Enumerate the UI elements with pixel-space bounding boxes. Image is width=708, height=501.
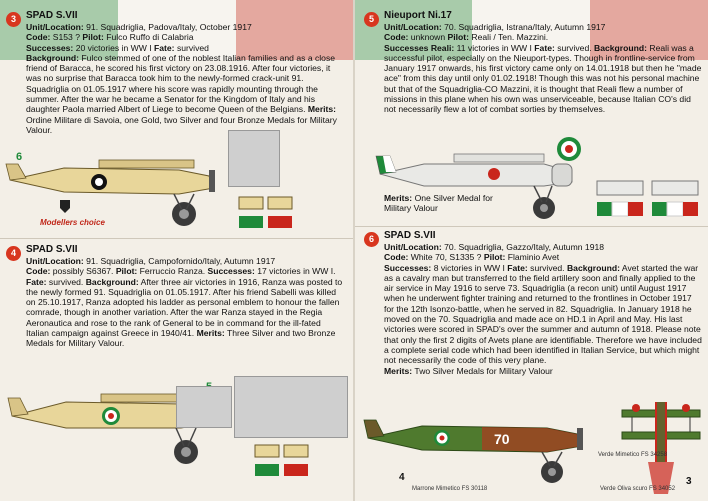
entry-4-text: SPAD S.VII Unit/Location: 91. Squadriglia, Campofornido/Italy, Autumn 1917 Code: possibly S6367. Pilot: Ferruccio Ranza. Successes: 17 victories in WW I. Fate: survived. Background: After three air victories in 1916, Ranza was posted to the newly formed 91. Squadriglia on 01.05.1917. After his friend Sabelli was killed on 25.10.1917, Ranza adopted his ladder as personal emblem to honour the fallen comrade, though in another variation. After the war Ranza stayed in the Regia Aeronautica and rose to the rank of General to be in command for the ill-fated Italian campaign against Greece in 1940/41. Merits: Three Silver and two Bronze Medals for Military Valour. — [26, 244, 346, 349]
group-photo — [234, 376, 348, 438]
entry-number-badge: 3 — [6, 12, 21, 27]
section-divider-left — [0, 238, 353, 239]
color-callout: Marrone Mimetico FS 30118 — [412, 486, 488, 492]
entry-3-text: SPAD S.VII Unit/Location: 91. Squadriglia, Padova/Italy, October 1917 Code: S153 ? Pilot: Fulco Ruffo di Calabria Successes: 20 victories in WW I Fate: survived Background: Fulco stemmed of one of the noblest Italian families and as a close friend of Baracca, he scored his first victory on 23.08.1916. After four victories, it was no surprise that Baracca took him to the newly-formed crack-unit 91. Squadriglia on 01.05.1917 where his score was rapidly mounting through the summer. After the war he became a Senator for the Kingdom of Italy and his daughter Paola married Albert of Liege to become Queen of the Belgians. Merits: Ordine Militare di Savoia, one Gold, two Silver and four Bronze Medals for Military Valour. — [26, 10, 346, 135]
pilot-photo — [176, 386, 232, 428]
entry-number-badge: 5 — [364, 12, 379, 27]
entry-number-badge: 6 — [364, 232, 379, 247]
emblem-icon — [58, 198, 72, 214]
entry-title: SPAD S.VII — [26, 10, 78, 21]
fuselage-code-70: 70 — [494, 431, 510, 447]
wing-marking-sample-3 — [238, 196, 294, 230]
color-callout: Verde Mimetico FS 34258 — [598, 452, 668, 458]
modellers-choice-label: Modellers choice — [40, 218, 105, 227]
wing-marking-sample-5 — [596, 180, 700, 220]
page-number-left: 4 — [399, 472, 405, 483]
entry-title: SPAD S.VII — [384, 230, 436, 241]
page-number-right: 3 — [686, 476, 692, 487]
fuselage-code-6: 6 — [16, 151, 23, 163]
entry-title: SPAD S.VII — [26, 244, 78, 255]
entry-5-merits: Merits: One Silver Medal for Military Valour — [384, 193, 493, 214]
entry-title: Nieuport Ni.17 — [384, 10, 452, 21]
entry-5-text: Nieuport Ni.17 Unit/Location: 70. Squadriglia, Istrana/Italy, Autumn 1917 Code: unknown Pilot: Reali / Ten. Mazzini. Successes Reali: 11 victories in WW I Fate: survived. Background: Reali was a successful pilot, especially on the Nieuport-types. Though in frontline-service from January 1917 onwards, his first victory came only on 14.01.1918 but then he "made ace" from this day until only 01.02.1918! Though this was not his personal machine but that of the Squadriglia-CO Mazzini, it is thought that Reali flew a number of missions in this plane when his own was unserviceable, because Italian CO's did not necessarily flew a lot of combat sorties by themselves. — [384, 10, 702, 115]
roundel-icon — [556, 136, 582, 162]
entry-6-text: SPAD S.VII Unit/Location: 70. Squadriglia, Gazzo/Italy, Autumn 1918 Code: White 70, S1335 ? Pilot: Flaminio Avet Successes: 8 victories in WW I Fate: survived. Background: Avet started the war as a cavalry man but transferred to the field artillery soon and finally applied to the air service in May 1916 to serve 73. Squadriglia (a recon unit) until August 1917 when he underwent fighter training and returned to the frontlines in October 1917 for the 12th Isonzo-battle, when he served in 82. Squadriglia. In January 1918 he moved on the 70. Squadriglia and made ace on HD.1 in April and May. His last victories were scored in SPAD's over the summer and autumn of 1918. Please note that only the first 2 digits of Avets plane are identifiable. Therefore we have included a complete serial code which had been identified in Italian Service, but which might not necessarily the code of this very plane. Merits: Two Silver Medals for Military Valour — [384, 230, 702, 376]
spad-vii-profile-3 — [4, 140, 229, 232]
wing-marking-sample-4 — [254, 444, 310, 492]
section-divider-right — [355, 226, 708, 227]
page-divider — [353, 0, 355, 501]
pilot-photo — [228, 130, 280, 187]
entry-number-badge: 4 — [6, 246, 21, 261]
color-callout: Verde Oliva scuro FS 34052 — [600, 486, 676, 492]
